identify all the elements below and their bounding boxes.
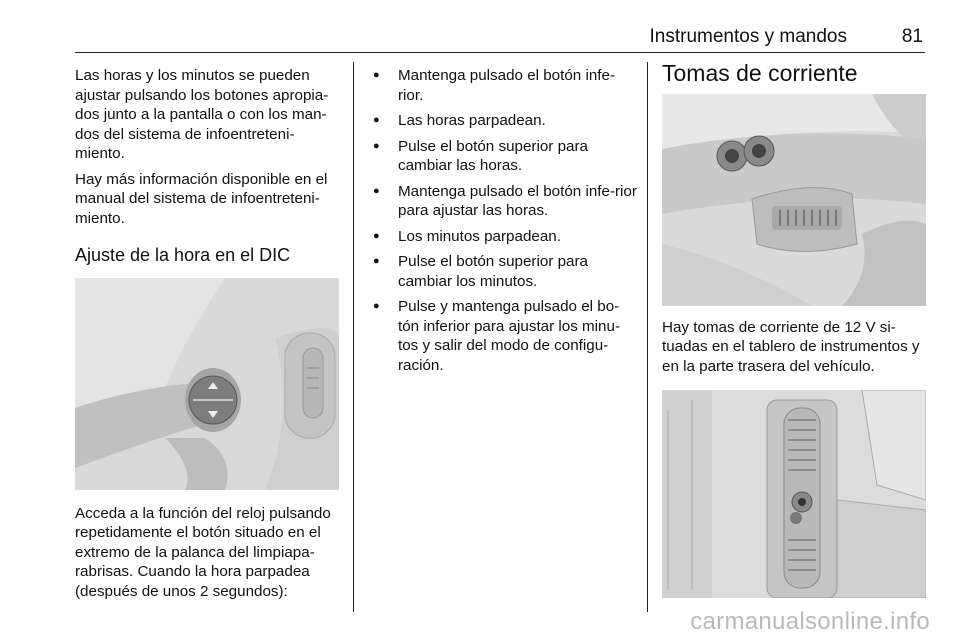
subheading: Ajuste de la hora en el DIC <box>75 245 291 265</box>
column-divider <box>647 62 648 612</box>
paragraph: Acceda a la función del reloj pulsando repetidamente el botón situado en el extremo de la palanca del limpiapa-rabrisas. Cuando la hora parpadea (después de unos 2 segundos): <box>75 504 331 600</box>
paragraph: Hay más información disponible en el manual del sistema de infoentreteni-miento. <box>75 170 328 227</box>
list-item: ● Pulse el botón superior para cambiar las horas. <box>373 137 638 176</box>
column-2 <box>373 66 638 381</box>
list-item: ● Los minutos parpadean. <box>373 227 638 247</box>
rear-socket-illustration <box>662 390 926 598</box>
paragraph: Las horas y los minutos se pueden ajustar pulsando los botones apropia-dos junto a la pantalla o con los man-dos del sistema de infoentreteni-miento. <box>75 67 329 162</box>
column-1 <box>75 66 343 607</box>
page-number: 81 <box>901 26 923 47</box>
wiper-lever-illustration <box>75 278 339 490</box>
list-item: ● Mantenga pulsado el botón infe-rior para ajustar las horas. <box>373 182 638 221</box>
list-item: ● Pulse el botón superior para cambiar los minutos. <box>373 252 638 291</box>
section-title: Instrumentos y mandos <box>649 26 847 47</box>
paragraph: Hay tomas de corriente de 12 V si-tuadas en el tablero de instrumentos y en la parte trasera del vehículo. <box>662 318 920 375</box>
dashboard-socket-illustration <box>662 94 926 306</box>
column-3 <box>662 60 926 598</box>
page-header <box>75 26 925 53</box>
steps-list <box>373 66 638 375</box>
list-item: ● Mantenga pulsado el botón infe-rior. <box>373 66 638 105</box>
watermark: carmanualsonline.info <box>690 608 930 635</box>
column-divider <box>353 62 354 612</box>
list-item: ● Las horas parpadean. <box>373 111 638 131</box>
section-heading: Tomas de corriente <box>662 60 858 86</box>
list-item: ● Pulse y mantenga pulsado el bo-tón inferior para ajustar los minu-tos y salir del modo de configu-ración. <box>373 297 638 375</box>
